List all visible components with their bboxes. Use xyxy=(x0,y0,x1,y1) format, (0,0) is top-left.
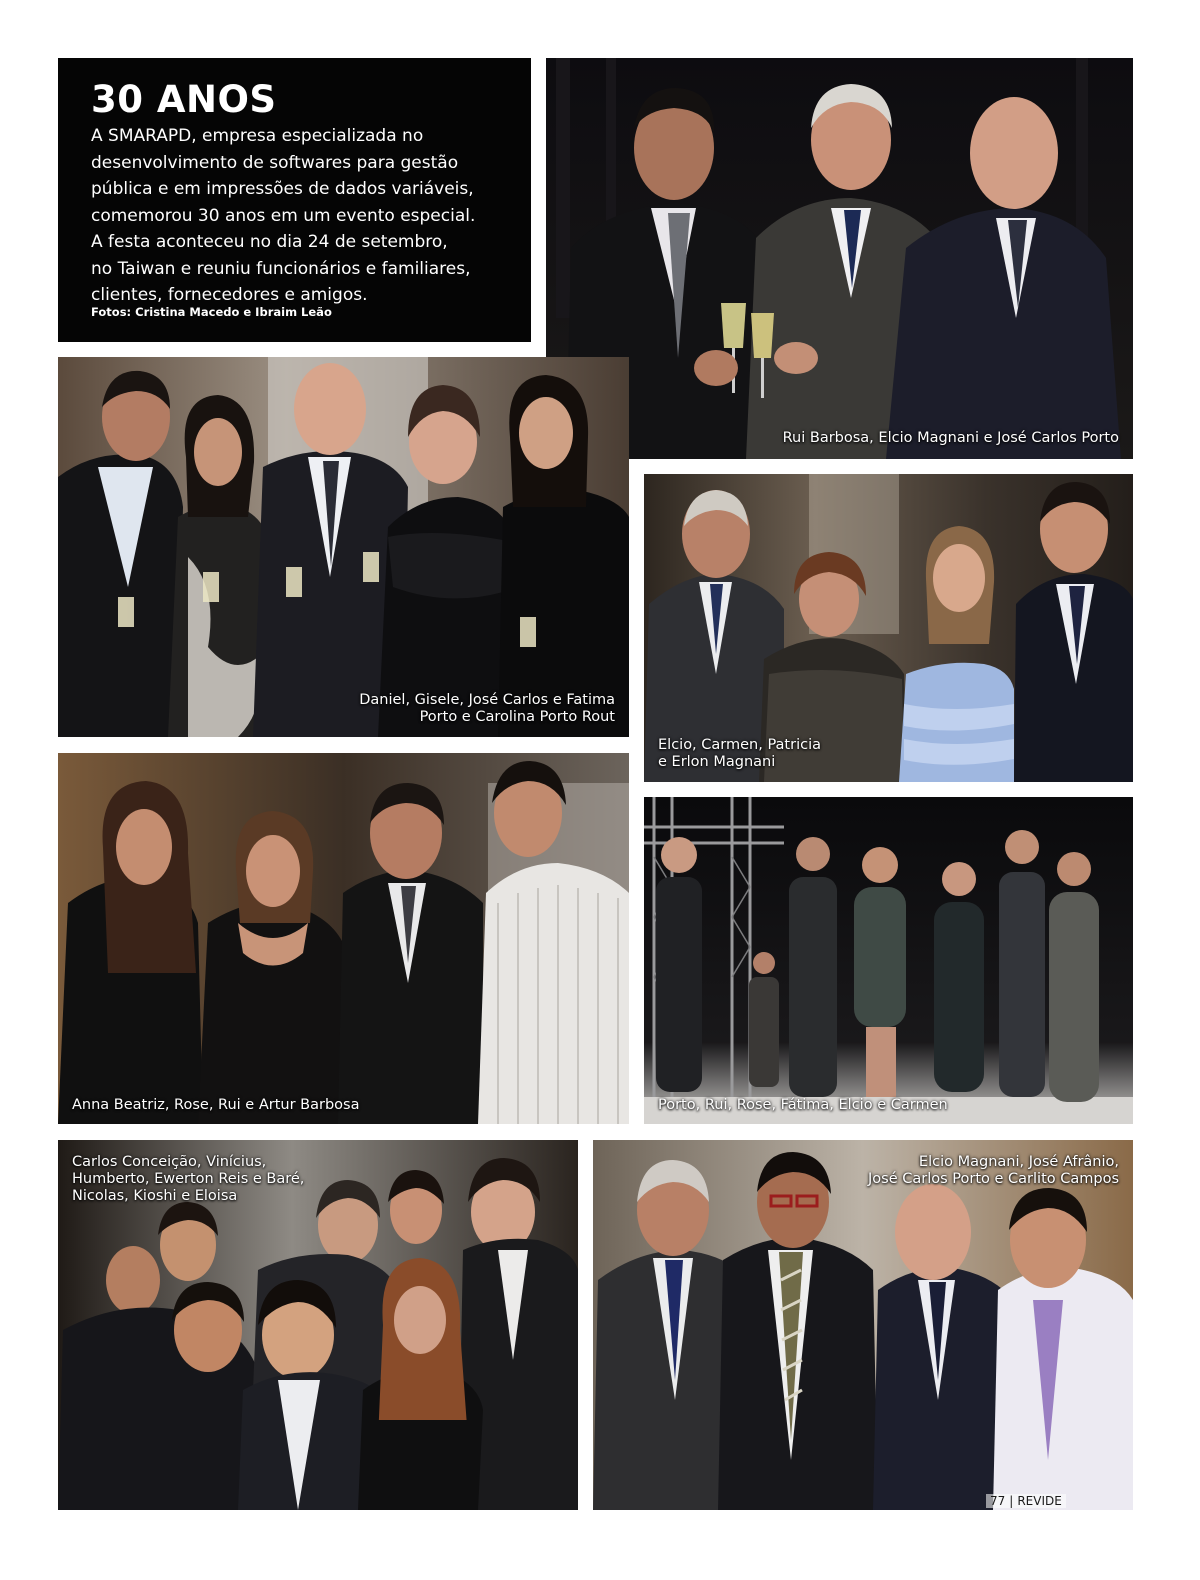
article-body xyxy=(91,123,521,309)
page-footer xyxy=(986,1494,1066,1508)
body-line: comemorou 30 anos em um evento especial. xyxy=(91,205,476,226)
photo-magnani-family xyxy=(644,474,1133,782)
photo-stage-image xyxy=(644,797,1133,1124)
body-line: A festa aconteceu no dia 24 de setembro, xyxy=(91,232,448,252)
photo-toast-trio-image xyxy=(546,58,1133,459)
caption-line: Nicolas, Kioshi e Eloisa xyxy=(72,1188,238,1204)
body-line: desenvolvimento de softwares para gestão xyxy=(91,152,459,173)
photo-porto-family-image xyxy=(58,357,629,737)
magazine-name: REVIDE xyxy=(1017,1494,1062,1508)
page-number: 77 xyxy=(990,1494,1006,1508)
body-line: A SMARAPD, empresa especializada no xyxy=(91,126,424,146)
caption-line: José Carlos Porto e Carlito Campos xyxy=(868,1171,1119,1187)
body-line: clientes, fornecedores e amigos. xyxy=(91,285,368,305)
caption-line: Humberto, Ewerton Reis e Baré, xyxy=(72,1171,305,1187)
intro-box xyxy=(58,58,531,342)
photo-caption xyxy=(868,1154,1119,1188)
photo-toast-trio xyxy=(546,58,1133,459)
photo-barbosa-family xyxy=(58,753,629,1124)
photo-stage xyxy=(644,797,1133,1124)
caption-line: Anna Beatriz, Rose, Rui e Artur Barbosa xyxy=(72,1097,360,1113)
photo-four-men xyxy=(593,1140,1133,1510)
photo-caption xyxy=(72,1097,359,1114)
photo-credit: Fotos: Cristina Macedo e Ibraim Leão xyxy=(91,305,332,319)
body-line: pública e em impressões de dados variáveis, xyxy=(91,179,474,199)
caption-line: Elcio, Carmen, Patricia xyxy=(658,737,821,753)
caption-line: Rui Barbosa, Elcio Magnani e José Carlos Porto xyxy=(782,430,1119,446)
photo-magnani-family-image xyxy=(644,474,1133,782)
photo-caption xyxy=(72,1154,304,1205)
photo-team-group xyxy=(58,1140,578,1510)
caption-line: Porto e Carolina Porto Rout xyxy=(419,709,615,725)
body-line: no Taiwan e reuniu funcionários e familiares, xyxy=(91,258,471,279)
caption-line: Carlos Conceição, Vinícius, xyxy=(72,1154,267,1170)
photo-caption xyxy=(783,430,1119,447)
photo-caption xyxy=(658,1097,948,1114)
footer-separator: | xyxy=(1009,1494,1014,1508)
caption-line: e Erlon Magnani xyxy=(658,754,776,770)
photo-porto-family xyxy=(58,357,629,737)
photo-caption xyxy=(359,692,615,726)
photo-caption xyxy=(658,737,821,771)
caption-line: Porto, Rui, Rose, Fátima, Elcio e Carmen xyxy=(658,1097,948,1113)
photo-four-men-image xyxy=(593,1140,1133,1510)
caption-line: Daniel, Gisele, José Carlos e Fatima xyxy=(359,692,615,708)
caption-line: Elcio Magnani, José Afrânio, xyxy=(918,1154,1119,1170)
article-title: 30 ANOS xyxy=(91,78,277,121)
photo-barbosa-family-image xyxy=(58,753,629,1124)
